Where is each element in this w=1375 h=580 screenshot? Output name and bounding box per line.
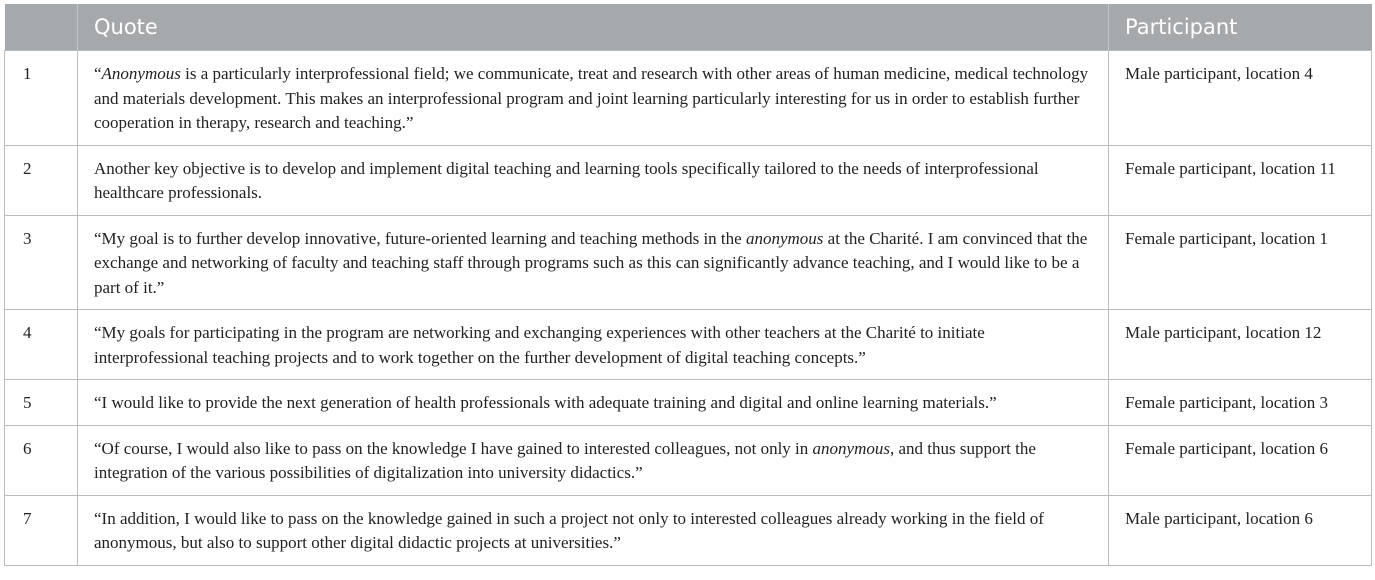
quote-cell [78,145,1109,215]
row-number: 7 [5,495,78,565]
header-participant: Participant [1109,4,1372,51]
quote-text: “ [94,64,102,83]
row-number: 2 [5,145,78,215]
quote-text: is a particularly interprofessional field; we communicate, treat and research with other areas of human medicine, medical technology and materials development. This makes an interprofessional program and joint learning particularly interesting for us in order to establish further cooperation in therapy, research and teaching.” [94,64,1089,132]
row-number: 6 [5,425,78,495]
quote-cell [78,380,1109,426]
table-row [5,145,1372,215]
quote-italic: anonymous [812,438,890,458]
participant-cell: Female participant, location 11 [1109,145,1372,215]
quote-text: , and thus support the integration of the various possibilities of digitalization into university didactics.” [94,438,1036,482]
header-quote: Quote [78,4,1109,51]
quote-text: “In addition, I would like to pass on the knowledge gained in such a project not only to interested colleagues already working in the field of anonymous, but also to support other digital didactic projects at universities.” [94,508,1044,552]
quote-italic: anonymous [745,228,824,248]
quote-text: “My goal is to further develop innovative, future-oriented learning and teaching methods in the [94,228,746,248]
table-row [5,215,1372,310]
table-row [5,380,1372,426]
quote-cell [78,215,1109,310]
table-body [5,51,1372,566]
participant-cell: Male participant, location 4 [1109,51,1372,146]
table-row [5,51,1372,146]
quote-cell [78,51,1109,146]
quote-text: “Of course, I would also like to pass on the knowledge I have gained to interested colleagues, not only in [94,438,813,458]
table-row [5,310,1372,380]
participant-cell: Male participant, location 12 [1109,310,1372,380]
quote-text: “I would like to provide the next generation of health professionals with adequate training and digital and online learning materials.” [94,393,997,412]
row-number: 3 [5,215,78,310]
quote-text: at the Charité. I am convinced that the exchange and networking of faculty and teaching staff through programs such as this can significantly advance teaching, and I would like to be a part of it.” [94,228,1088,297]
row-number: 5 [5,380,78,426]
row-number: 1 [5,51,78,146]
quote-text: “My goals for participating in the program are networking and exchanging experiences with other teachers at the Charité to initiate interprofessional teaching projects and to work together on the further development of digital teaching concepts.” [94,323,985,367]
participant-cell: Female participant, location 1 [1109,215,1372,310]
quote-cell [78,425,1109,495]
row-number: 4 [5,310,78,380]
quote-cell [78,310,1109,380]
participant-cell: Female participant, location 3 [1109,380,1372,426]
header-number [5,4,78,51]
participant-cell: Male participant, location 6 [1109,495,1372,565]
participant-cell: Female participant, location 6 [1109,425,1372,495]
quote-italic: Anonymous [101,64,181,83]
header-row [5,4,1372,51]
table-row [5,495,1372,565]
quote-text: Another key objective is to develop and implement digital teaching and learning tools specifically tailored to the needs of interprofessional healthcare professionals. [94,158,1039,202]
quote-cell [78,495,1109,565]
quotes-table [4,4,1372,566]
table-header [5,4,1372,51]
table-row [5,425,1372,495]
